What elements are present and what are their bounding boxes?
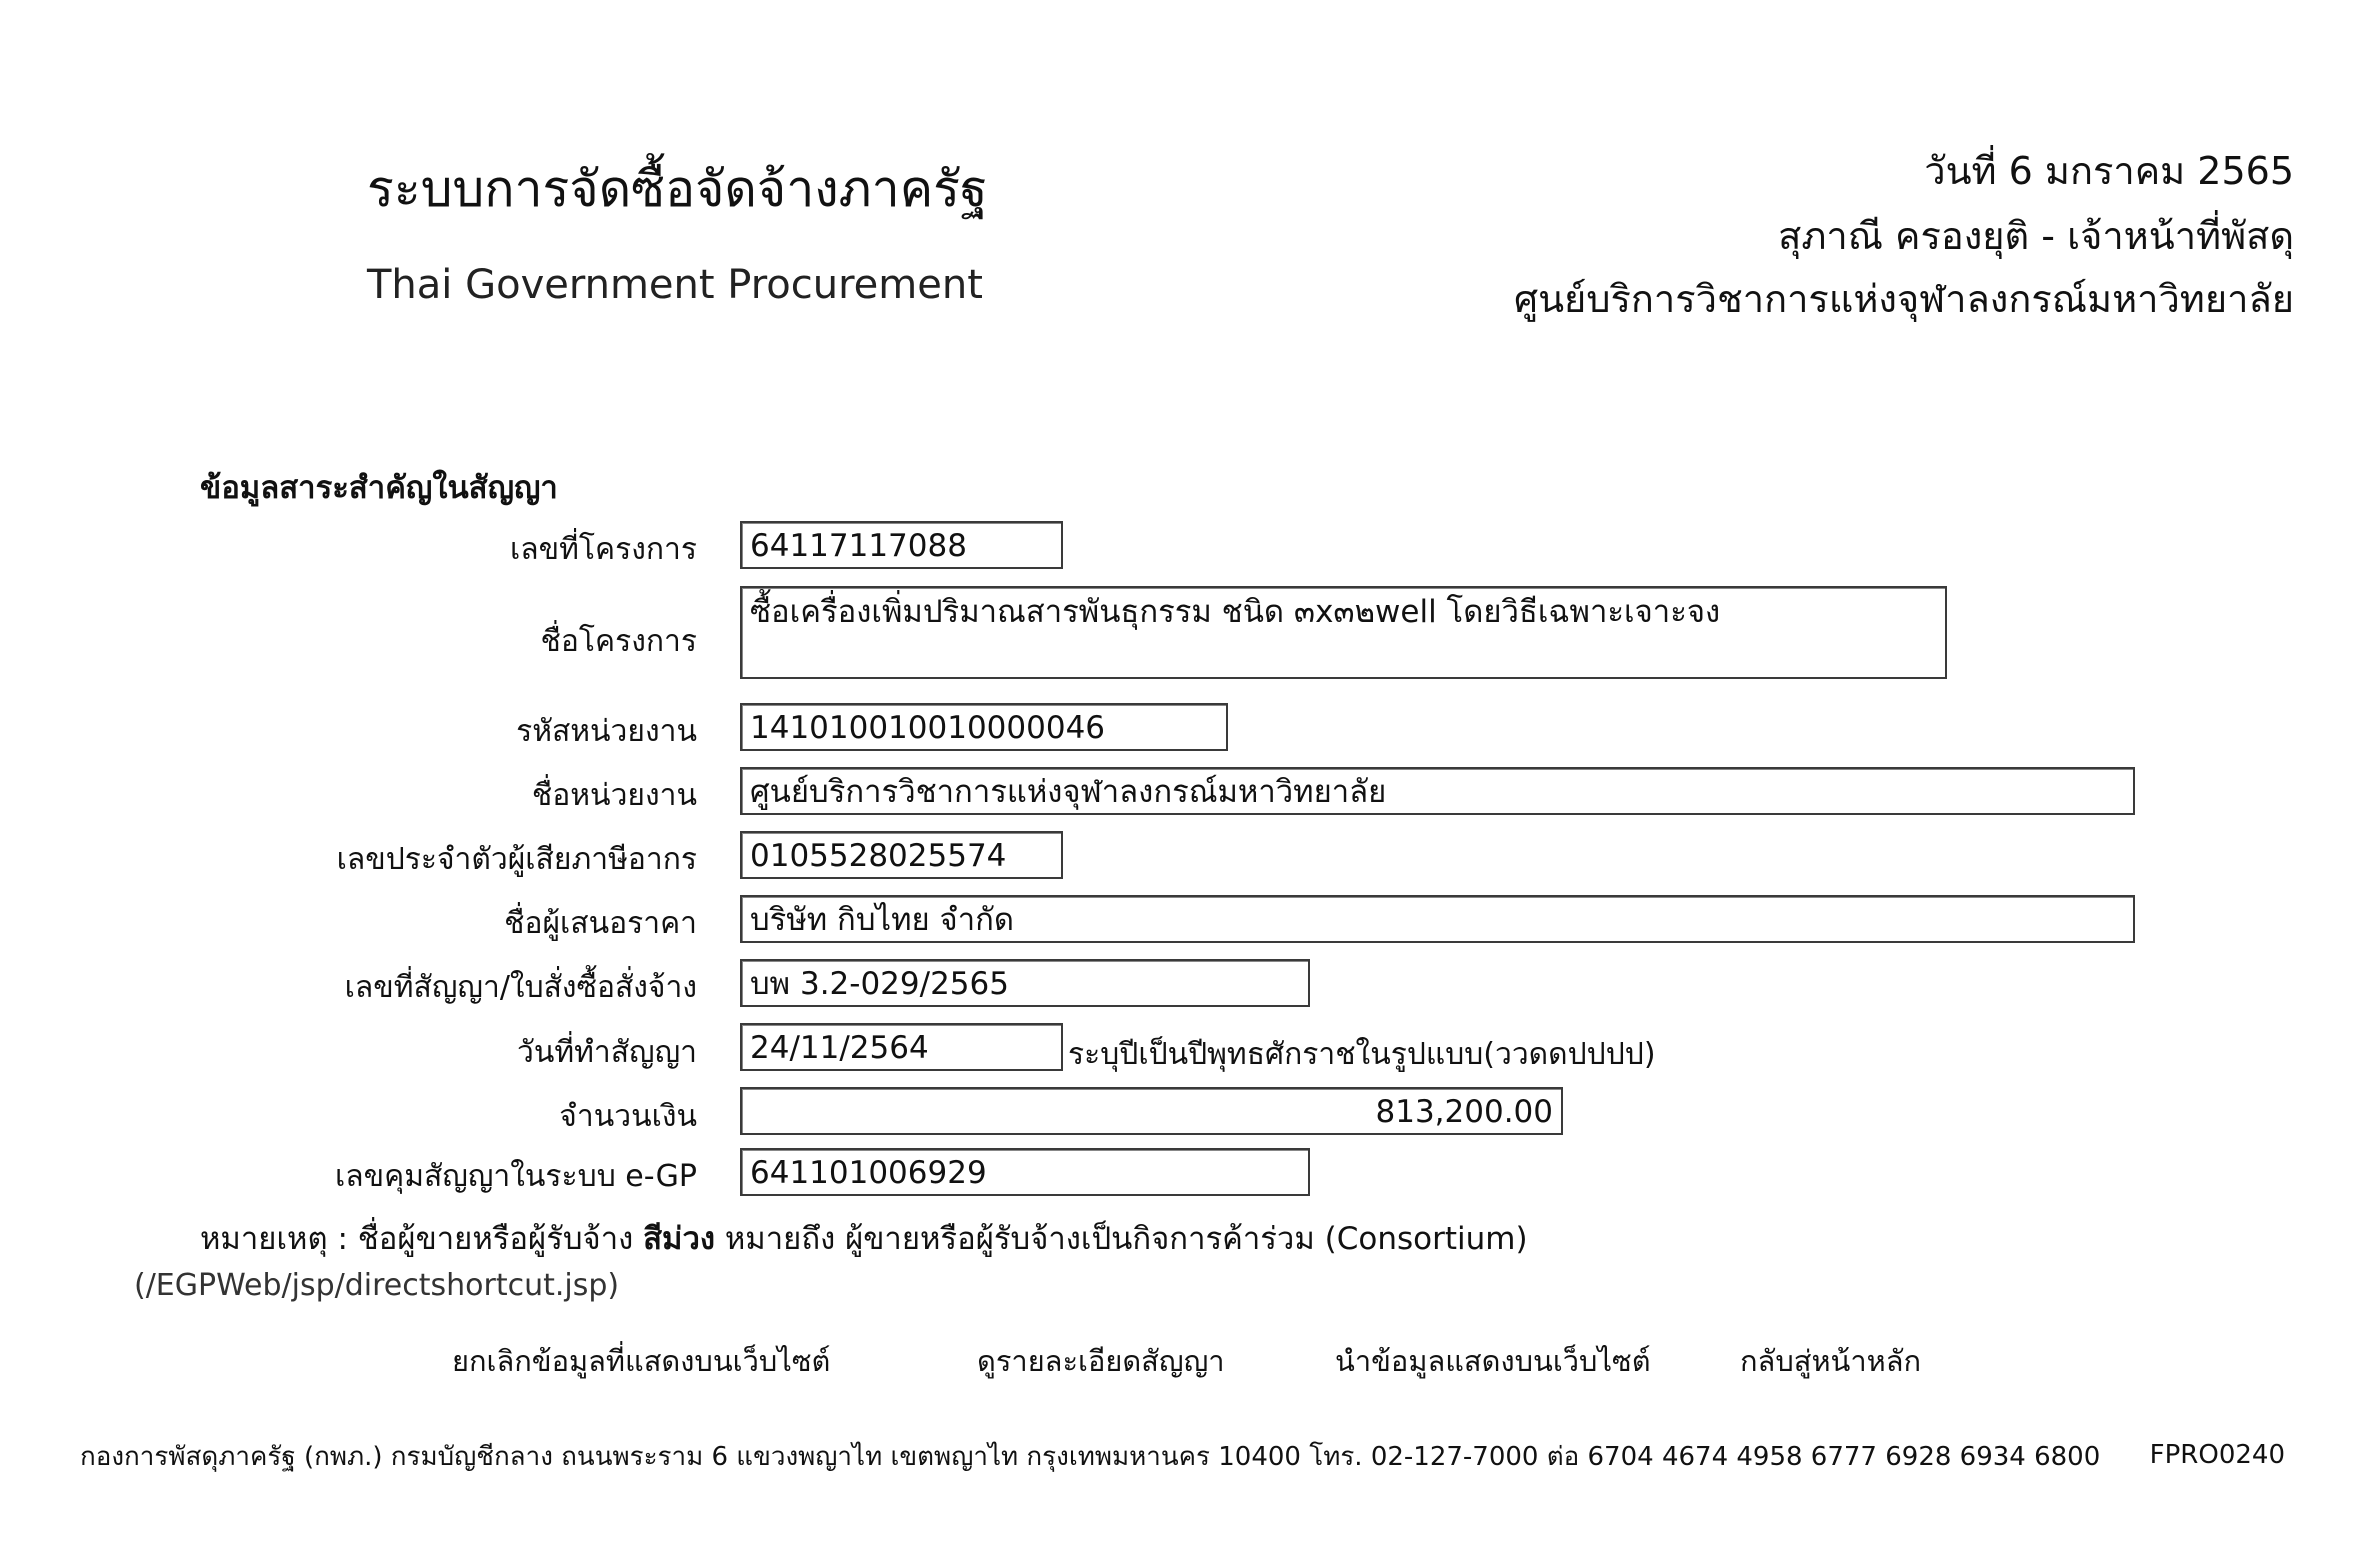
- contract-no-label: เลขที่สัญญา/ใบสั่งซื้อสั่งจ้าง: [344, 970, 697, 1005]
- header-organization: ศูนย์บริการวิชาการแห่งจุฬาลงกรณ์มหาวิทยาลัย: [1513, 277, 2294, 321]
- amount-label: จำนวนเงิน: [559, 1099, 697, 1134]
- contract-date-field[interactable]: 24/11/2564: [740, 1023, 1063, 1071]
- egp-control-no-label: เลขคุมสัญญาในระบบ e-GP: [335, 1159, 697, 1194]
- note-suffix: หมายถึง ผู้ขายหรือผู้รับจ้างเป็นกิจการค้าร่วม (Consortium): [724, 1221, 1528, 1257]
- agency-name-field[interactable]: ศูนย์บริการวิชาการแห่งจุฬาลงกรณ์มหาวิทยาลัย: [740, 767, 2135, 815]
- agency-name-label: ชื่อหน่วยงาน: [531, 778, 697, 813]
- project-no-field[interactable]: 64117117088: [740, 521, 1063, 569]
- consortium-note: [200, 1213, 1528, 1263]
- project-no-label: เลขที่โครงการ: [510, 532, 697, 567]
- section-title: ข้อมูลสาระสำคัญในสัญญา: [200, 470, 558, 506]
- system-title-thai: ระบบการจัดซื้อจัดจ้างภาครัฐ: [367, 160, 988, 218]
- footer-page-code: FPRO0240: [2149, 1440, 2285, 1470]
- header-date: วันที่ 6 มกราคม 2565: [1924, 149, 2294, 193]
- project-name-field[interactable]: ซื้อเครื่องเพิ่มปริมาณสารพันธุกรรม ชนิด ๓x๓๒well โดยวิธีเฉพาะเจาะจง: [740, 586, 1947, 679]
- back-home-link[interactable]: กลับสู่หน้าหลัก: [1740, 1344, 1922, 1378]
- contract-no-field[interactable]: บพ 3.2-029/2565: [740, 959, 1310, 1007]
- contract-date-hint: ระบุปีเป็นปีพุทธศักราชในรูปแบบ(ววดดปปปป): [1068, 1037, 1656, 1072]
- footer-address: กองการพัสดุภาครัฐ (กพภ.) กรมบัญชีกลาง ถนนพระราม 6 แขวงพญาไท เขตพญาไท กรุงเทพมหานคร 10400 โทร. 02-127-7000 ต่อ 6704 4674 4958 6777 6928 6934 6800: [80, 1442, 2101, 1472]
- tax-id-label: เลขประจำตัวผู้เสียภาษีอากร: [336, 842, 697, 877]
- page-path: (/EGPWeb/jsp/directshortcut.jsp): [134, 1268, 620, 1303]
- publish-to-website-link[interactable]: นำข้อมูลแสดงบนเว็บไซต์: [1335, 1344, 1651, 1378]
- view-contract-details-link[interactable]: ดูรายละเอียดสัญญา: [977, 1344, 1225, 1378]
- bidder-name-field[interactable]: บริษัท กิบไทย จำกัด: [740, 895, 2135, 943]
- cancel-publish-link[interactable]: ยกเลิกข้อมูลที่แสดงบนเว็บไซต์: [452, 1344, 831, 1378]
- project-name-label: ชื่อโครงการ: [540, 624, 697, 659]
- note-prefix: หมายเหตุ : ชื่อผู้ขายหรือผู้รับจ้าง: [200, 1221, 634, 1257]
- header-user: สุภาณี ครองยุติ - เจ้าหน้าที่พัสดุ: [1778, 214, 2294, 258]
- agency-code-field[interactable]: 141010010010000046: [740, 703, 1228, 751]
- amount-field[interactable]: 813,200.00: [740, 1087, 1563, 1135]
- note-highlight: สีม่วง: [643, 1221, 716, 1257]
- agency-code-label: รหัสหน่วยงาน: [516, 714, 697, 749]
- egp-control-no-field[interactable]: 641101006929: [740, 1148, 1310, 1196]
- system-title-english: Thai Government Procurement: [367, 262, 983, 308]
- bidder-name-label: ชื่อผู้เสนอราคา: [504, 906, 697, 941]
- contract-date-label: วันที่ทำสัญญา: [516, 1035, 697, 1070]
- tax-id-field[interactable]: 0105528025574: [740, 831, 1063, 879]
